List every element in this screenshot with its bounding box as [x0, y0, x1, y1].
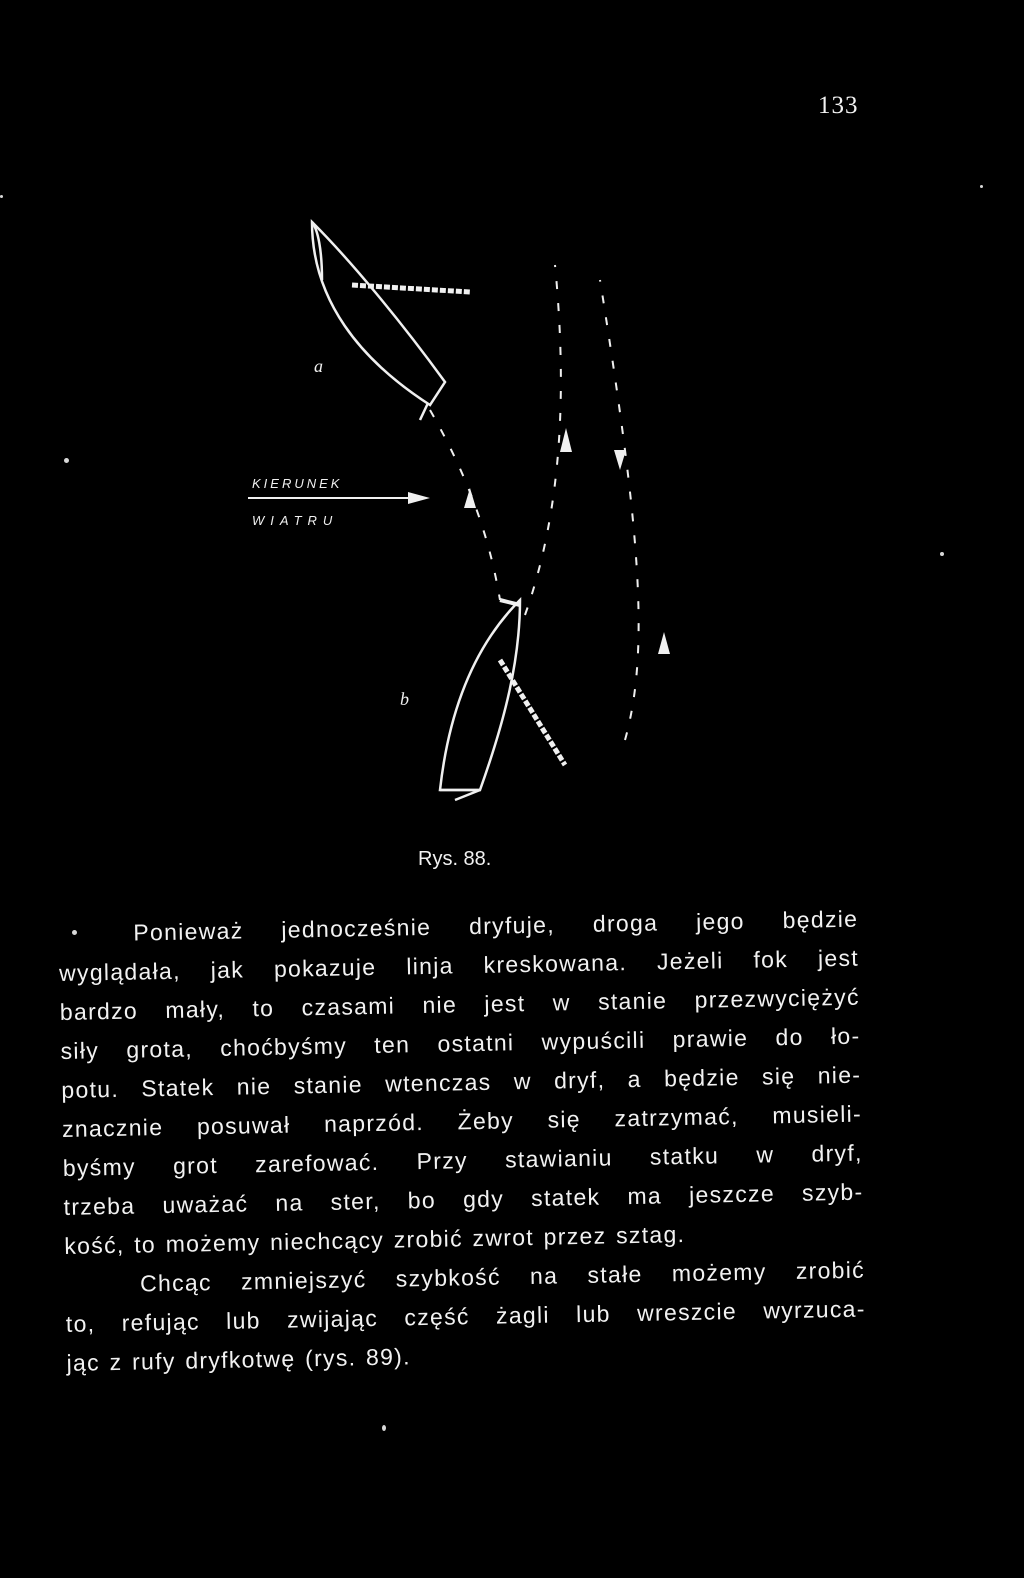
- boat-b-mast-sail: [500, 600, 520, 605]
- text-line: bardzo mały, to czasami nie jest w stanie przezwyciężyć: [59, 983, 860, 1025]
- text-line: to, refując lub zwijając część żagli lub wreszcie wyrzuca-: [65, 1295, 866, 1337]
- figure-label-a: a: [314, 356, 323, 376]
- arrow-up-right: [658, 632, 670, 654]
- scan-speck: [940, 552, 944, 556]
- scan-speck: [980, 185, 983, 188]
- course-line-outer: [600, 280, 639, 740]
- wind-label-bottom: WIATRU: [252, 513, 339, 528]
- course-arrows: [464, 428, 670, 654]
- text-line: wyglądała, jak pokazuje linja kreskowana. Jeżeli fok jest: [58, 944, 860, 986]
- text-line: siły grota, choćbyśmy ten ostatni wypuścili prawie do ło-: [60, 1022, 861, 1064]
- figure-label-b: b: [400, 689, 409, 709]
- boat-a-rudder: [420, 403, 428, 420]
- scan-speck: [0, 195, 3, 198]
- wind-label-top: KIERUNEK: [252, 476, 343, 491]
- text-line: potu. Statek nie stanie wtenczas w dryf, a będzie się nie-: [61, 1061, 862, 1103]
- wind-direction: [248, 476, 430, 528]
- boat-b-hull: [440, 600, 520, 790]
- figure-caption: Rys. 88.: [418, 848, 492, 870]
- boat-a-hull: [312, 222, 445, 405]
- text-line: Ponieważ jednocześnie dryfuje, droga jego będzie: [133, 905, 859, 946]
- scan-speck: [64, 458, 69, 463]
- page-number: 133: [818, 92, 859, 119]
- course-lines: [525, 265, 639, 740]
- text-line: Chcąc zmniejszyć szybkość na stałe możemy zrobić: [139, 1256, 866, 1297]
- text-line: znacznie posuwał naprzód. Żeby się zatrzymać, musieli-: [61, 1100, 863, 1142]
- boat-b: [440, 600, 565, 800]
- scan-speck: [72, 930, 77, 935]
- course-line-inner: [525, 265, 561, 615]
- text-line: byśmy grot zarefować. Przy stawianiu statku w dryf,: [62, 1139, 863, 1181]
- scan-speck: [382, 1425, 386, 1431]
- boat-a: [312, 222, 470, 420]
- boat-b-rudder: [455, 790, 480, 800]
- body-text: [58, 900, 867, 1383]
- arrow-up-inner: [560, 428, 572, 452]
- arrow-down-outer: [614, 450, 626, 470]
- text-line: jąc z rufy dryfkotwę (rys. 89).: [66, 1343, 412, 1376]
- boat-b-boom: [500, 660, 565, 765]
- text-line: trzeba uważać na ster, bo gdy statek ma jeszcze szyb-: [63, 1178, 864, 1220]
- arrow-mid: [464, 488, 476, 508]
- boat-a-boom: [352, 285, 470, 292]
- text-line: kość, to możemy niechcący zrobić zwrot przez sztag.: [64, 1221, 686, 1259]
- wind-arrowhead: [408, 492, 430, 504]
